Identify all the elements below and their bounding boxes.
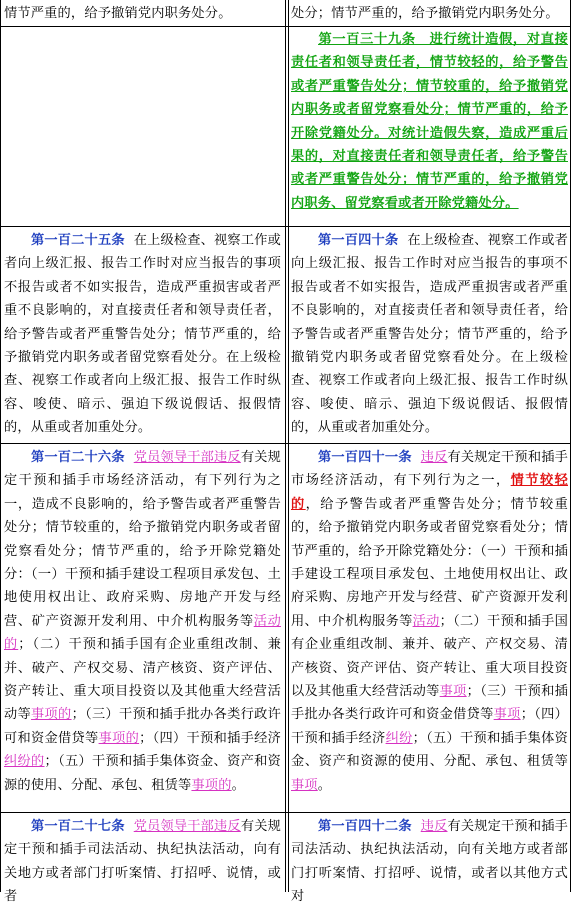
row-divider	[0, 226, 571, 227]
changed-text: 活动的	[4, 613, 281, 653]
article-text: 有关规定干预和插手市场经济活动，有下列行为之一，造成不良影响的，给予警告或者严重警告处分；情节较重的，给予撤销党内职务或者留党察看处分；情节严重的，给予开除党籍处分：（一）干预和插手建设工程项目承发包、土地使用权出让、政府采购、房地产开发与经营、矿产资源开发利用、中介机构服务等	[4, 450, 281, 629]
row2-left-cell	[4, 229, 281, 441]
article-text: ，给予警告或者严重警告处分；情节较重的，给予撤销党内职务或者留党察看处分；情节严重的，给予开除党籍处分：（一）干预和插手建设工程项目承发包、土地使用权出让、政府采购、房地产开发与经营、矿产资源开发利用、中介机构服务等	[291, 496, 568, 629]
row2-right-cell	[291, 229, 568, 441]
changed-text: 纠纷	[385, 730, 413, 746]
changed-text: 事项的	[31, 707, 72, 723]
changed-text: 事项的	[98, 730, 140, 746]
article-text: ；（四）干预和插手经济	[139, 730, 281, 746]
row4-left-cell	[4, 815, 281, 905]
changed-text: 事项	[439, 684, 467, 700]
changed-text: 事项	[493, 707, 521, 723]
article-text: ；（三）干预和插手批办各类行政许可和资金借贷等	[4, 707, 281, 746]
article-text: 有关规定干预和插手司法活动、执纪执法活动，向有关地方或者部门打听案情、打招呼、说情，或者	[4, 819, 281, 905]
row1-right-cell	[291, 28, 568, 225]
row3-right-cell	[291, 446, 568, 811]
changed-text: 事项	[291, 777, 318, 793]
article-text: 有关规定干预和插手市场经济活动，有下列行为之一，	[291, 450, 568, 489]
article-text: ；（三）干预和插手批办各类行政许可和资金借贷等	[291, 684, 569, 723]
emphasis-text: 情节较轻的	[291, 473, 568, 512]
article-number: 第一百二十七条	[31, 819, 125, 834]
article-text: ；（五）干预和插手集体资金、资产和资源的使用、分配、承包、租赁等	[291, 730, 568, 770]
row-divider	[0, 812, 571, 813]
row0-left-cell	[4, 2, 281, 25]
row3-left-cell	[4, 446, 281, 811]
article-text: 。	[231, 777, 245, 793]
article-text: 在上级检查、视察工作或者向上级汇报、报告工作时对应当报告的事项不报告或者不如实报告，造成严重损害或者严重不良影响的，对直接责任者和领导责任者，给予警告或者严重警告处分；情节严重的，给予撤销党内职务或者留党察看处分。在上级检查、视察工作或者向上级汇报、报告工作时纵容、唆使、暗示、强迫下级说假话、报假情的，从重或者加重处分。	[4, 233, 281, 436]
row0-right-text: 处分；情节严重的，给予撤销党内职务处分。	[291, 6, 559, 21]
row4-right-cell	[291, 815, 568, 905]
article-number: 第一百二十六条	[31, 450, 125, 465]
article-text: 。	[317, 777, 332, 793]
new-article-139: 第一百三十九条 进行统计造假，对直接责任者和领导责任者，情节较轻的，给予警告或者严重警告处分；情节较重的，给予撤销党内职务或者留党察看处分；情节严重的，给予开除党籍处分。对统计造假失察，造成严重后果的，对直接责任者和领导责任者，给予警告或者严重警告处分；情节严重的，给予撤销党内职务、留党察看或者开除党籍处分。	[291, 32, 568, 211]
article-text: ；（五）干预和插手集体资金、资产和资源的使用、分配、承包、租赁等	[4, 754, 281, 793]
article-number: 第一百四十条	[318, 233, 399, 248]
column-divider	[285, 0, 286, 892]
row0-left-text: 情节严重的，给予撤销党内职务处分。	[4, 6, 232, 21]
article-text: ；（二）干预和插手国有企业重组改制、兼并、破产、产权交易、清产核资、资产评估、资产转让、重大项目投资以及其他重大经营活动等	[291, 613, 568, 700]
article-number: 第一百四十二条	[318, 819, 412, 834]
changed-text: 纠纷的	[4, 754, 45, 770]
article-text: ；（四）干预和插手经济	[291, 707, 569, 746]
changed-text: 党员领导干部违反	[133, 450, 241, 465]
changed-text: 党员领导干部违反	[133, 819, 241, 834]
changed-text: 事项的	[191, 777, 232, 793]
article-number: 第一百四十一条	[318, 450, 412, 465]
article-number: 第一百二十五条	[31, 233, 125, 248]
column-divider-inner	[288, 0, 289, 892]
changed-text: 活动	[412, 613, 440, 629]
changed-text: 违反	[420, 819, 448, 834]
article-text: 在上级检查、视察工作或者向上级汇报、报告工作时对应当报告的事项不报告或者不如实报告，造成严重损害或者严重不良影响的，对直接责任者和领导责任者，给予警告或者严重警告处分；情节严重的，给予撤销党内职务或者留党察看处分。在上级检查、视察工作或者向上级汇报、报告工作时纵容、唆使、暗示、强迫下级说假话、报假情的，从重或者加重处分。	[291, 233, 569, 436]
article-text: ；（二）干预和插手国有企业重组改制、兼并、破产、产权交易、清产核资、资产评估、资产转让、重大项目投资以及其他重大经营活动等	[4, 637, 282, 723]
changed-text: 违反	[420, 450, 448, 465]
row0-right-cell	[291, 2, 568, 25]
row-divider	[0, 443, 571, 444]
article-text: 有关规定干预和插手司法活动、执纪执法活动，向有关地方或者部门打听案情、打招呼、说情，或者以其他方式对	[291, 819, 568, 905]
row1-left-empty-cell	[1, 27, 285, 226]
